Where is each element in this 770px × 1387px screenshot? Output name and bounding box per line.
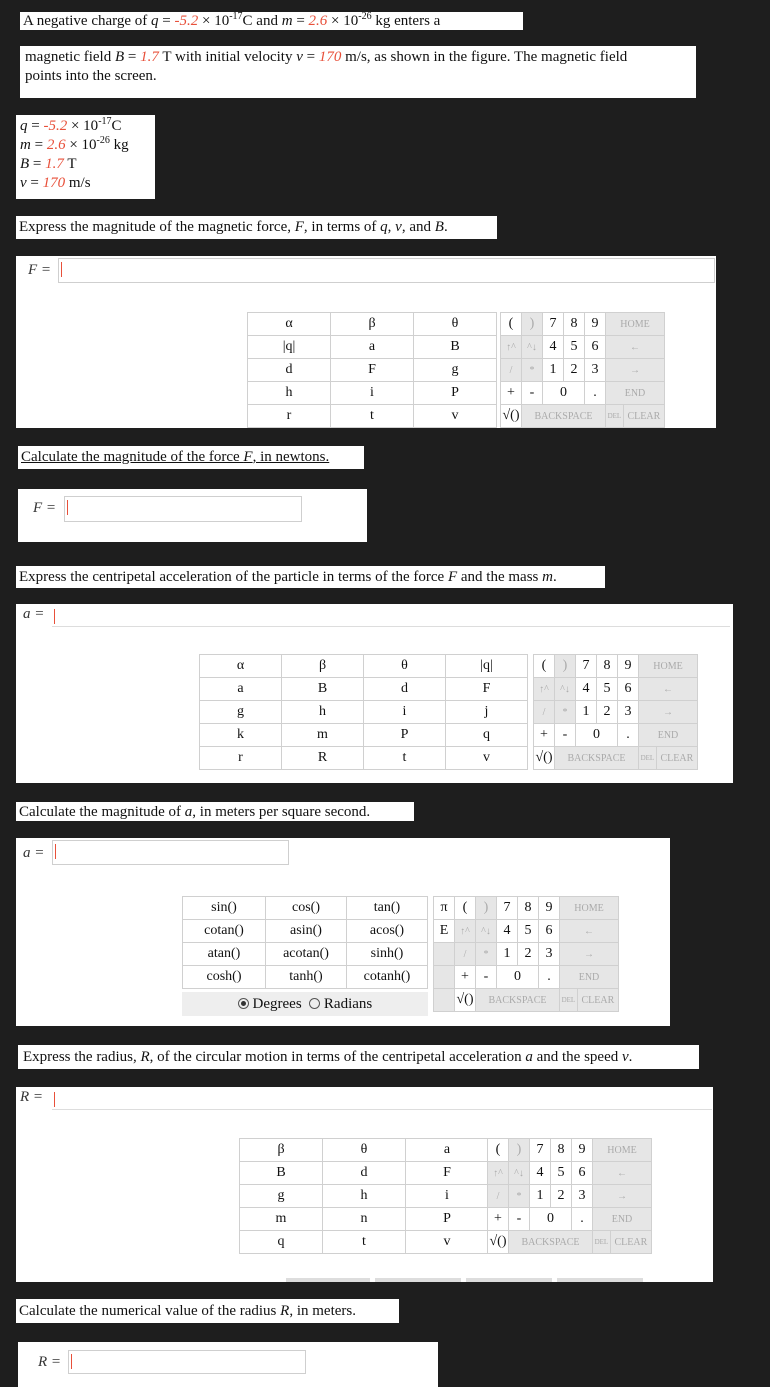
key-open-paren[interactable]: ( [488,1139,509,1162]
key-var[interactable]: t [364,747,446,770]
key-1[interactable]: 1 [530,1185,551,1208]
key-cotan[interactable]: cotan() [183,920,266,943]
key-cos[interactable]: cos() [266,897,347,920]
key-0[interactable]: 0 [543,382,585,405]
hidden-tab[interactable] [557,1278,643,1282]
caret [61,262,62,277]
key-multiply[interactable]: * [509,1185,530,1208]
key-var[interactable]: i [364,701,446,724]
key-up[interactable]: ↑^ [501,336,522,359]
part4-input[interactable] [52,840,289,865]
key-var[interactable]: g [240,1185,323,1208]
key-2[interactable]: 2 [551,1185,572,1208]
key-right[interactable]: → [560,943,619,966]
part4-number-keypad [433,896,619,1012]
part5-label: R = [20,1089,44,1105]
key-var[interactable]: t [331,405,414,428]
key-var[interactable]: |q| [446,655,528,678]
part3-variable-keypad [199,654,528,770]
key-home[interactable]: HOME [593,1139,652,1162]
key-0[interactable]: 0 [497,966,539,989]
key-plus[interactable]: + [534,724,555,747]
key-open-paren[interactable]: ( [534,655,555,678]
part5-variable-keypad [239,1138,489,1254]
key-right[interactable]: → [606,359,665,382]
key-var[interactable]: i [406,1185,489,1208]
part2-prompt: Calculate the magnitude of the force F, in newtons. [18,446,364,469]
key-9[interactable]: 9 [572,1139,593,1162]
key-close-paren[interactable]: ) [522,313,543,336]
degrees-label: Degrees [252,996,302,1012]
caret [54,1092,55,1107]
part5-number-keypad [487,1138,652,1254]
key-plus[interactable]: + [501,382,522,405]
key-minus[interactable]: - [522,382,543,405]
hidden-tab[interactable] [286,1278,370,1282]
part3-input[interactable] [52,606,730,627]
key-var[interactable]: θ [323,1139,406,1162]
key-end[interactable]: END [560,966,619,989]
part1-input[interactable] [58,258,715,283]
degrees-radio[interactable] [238,998,249,1009]
key-var[interactable]: m [282,724,364,747]
part5-input[interactable] [52,1089,712,1110]
key-divide[interactable]: / [501,359,522,382]
part6-label: R = [38,1354,62,1370]
key-6[interactable]: 6 [585,336,606,359]
key-plus[interactable]: + [488,1208,509,1231]
key-left[interactable]: ← [560,920,619,943]
key-var[interactable]: F [446,678,528,701]
part2-input[interactable] [64,496,302,522]
key-end[interactable]: END [639,724,698,747]
key-sqrt[interactable]: √() [455,989,476,1012]
key-var[interactable]: |q| [248,336,331,359]
key-var[interactable]: k [200,724,282,747]
part6-panel [18,1342,438,1387]
key-3[interactable]: 3 [585,359,606,382]
givens-box: $q = -5.2 \times 10^{-17}C$ $m = 2.6 \times 10^{-26}$ kg B = 1.7 T v = 170 m/s [16,115,155,199]
key-6[interactable]: 6 [539,920,560,943]
hidden-tab[interactable] [375,1278,461,1282]
key-9[interactable]: 9 [585,313,606,336]
key-var[interactable]: h [323,1185,406,1208]
key-0[interactable]: 0 [530,1208,572,1231]
key-var[interactable]: F [331,359,414,382]
key-var[interactable]: v [406,1231,489,1254]
part1-label: F = [28,262,52,278]
key-multiply[interactable]: * [555,701,576,724]
key-open-paren[interactable]: ( [501,313,522,336]
key-4[interactable]: 4 [497,920,518,943]
key-5[interactable]: 5 [518,920,539,943]
key-var[interactable]: α [200,655,282,678]
part4-prompt: Calculate the magnitude of a, in meters per square second. [16,802,414,821]
key-minus[interactable]: - [476,966,497,989]
key-divide[interactable]: / [534,701,555,724]
key-down[interactable]: ^↓ [522,336,543,359]
key-7[interactable]: 7 [543,313,564,336]
key-var[interactable]: q [446,724,528,747]
key-var[interactable]: a [200,678,282,701]
key-6[interactable]: 6 [618,678,639,701]
key-var[interactable]: h [282,701,364,724]
key-2[interactable]: 2 [597,701,618,724]
key-dot[interactable]: . [585,382,606,405]
key-3[interactable]: 3 [572,1185,593,1208]
key-pi[interactable]: π [434,897,455,920]
intro-paragraph: magnetic field B = 1.7 T with initial velocity v = 170 m/s, as shown in the figure. The magnetic field points into the screen. [20,46,696,98]
key-end[interactable]: END [593,1208,652,1231]
key-clear[interactable]: CLEAR [623,405,664,428]
key-var[interactable]: t [323,1231,406,1254]
key-minus[interactable]: - [509,1208,530,1231]
key-open-paren[interactable]: ( [455,897,476,920]
key-backspace[interactable]: BACKSPACE [509,1231,593,1254]
key-left[interactable]: ← [593,1162,652,1185]
key-var[interactable]: θ [414,313,497,336]
part1-prompt: Express the magnitude of the magnetic force, F, in terms of q, v, and B. [16,216,497,239]
key-var[interactable]: n [323,1208,406,1231]
key-var[interactable]: B [282,678,364,701]
key-sqrt[interactable]: √() [534,747,555,770]
key-var[interactable]: B [240,1162,323,1185]
radians-radio[interactable] [309,998,320,1009]
caret [54,609,55,624]
key-clear[interactable]: CLEAR [610,1231,651,1254]
key-var[interactable]: i [331,382,414,405]
key-var[interactable]: a [331,336,414,359]
key-4[interactable]: 4 [543,336,564,359]
key-clear[interactable]: CLEAR [577,989,618,1012]
key-var[interactable]: θ [364,655,446,678]
key-del[interactable]: DEL [560,989,578,1012]
caret [67,500,68,515]
key-2[interactable]: 2 [564,359,585,382]
key-var[interactable]: q [240,1231,323,1254]
radians-label: Radians [323,996,373,1012]
part3-number-keypad [533,654,698,770]
key-home[interactable]: HOME [639,655,698,678]
key-var[interactable]: m [240,1208,323,1231]
key-acotan[interactable]: acotan() [266,943,347,966]
key-sin[interactable]: sin() [183,897,266,920]
key-5[interactable]: 5 [551,1162,572,1185]
key-multiply[interactable]: * [476,943,497,966]
key-backspace[interactable]: BACKSPACE [522,405,606,428]
key-right[interactable]: → [639,701,698,724]
key-close-paren[interactable]: ) [509,1139,530,1162]
key-up[interactable]: ↑^ [455,920,476,943]
key-8[interactable]: 8 [551,1139,572,1162]
key-left[interactable]: ← [639,678,698,701]
key-1[interactable]: 1 [576,701,597,724]
key-var[interactable]: g [200,701,282,724]
key-var[interactable]: α [248,313,331,336]
key-var[interactable]: β [240,1139,323,1162]
key-sqrt[interactable]: √() [501,405,522,428]
key-up[interactable]: ↑^ [488,1162,509,1185]
key-sinh[interactable]: sinh() [347,943,428,966]
angle-mode [182,992,428,1016]
key-asin[interactable]: asin() [266,920,347,943]
key-7[interactable]: 7 [576,655,597,678]
key-backspace[interactable]: BACKSPACE [555,747,639,770]
key-8[interactable]: 8 [518,897,539,920]
key-var[interactable]: P [364,724,446,747]
key-cosh[interactable]: cosh() [183,966,266,989]
key-var[interactable]: h [248,382,331,405]
key-5[interactable]: 5 [597,678,618,701]
key-close-paren[interactable]: ) [555,655,576,678]
key-right[interactable]: → [593,1185,652,1208]
key-tanh[interactable]: tanh() [266,966,347,989]
key-home[interactable]: HOME [560,897,619,920]
key-e[interactable]: E [434,920,455,943]
part6-prompt: Calculate the numerical value of the radius R, in meters. [16,1299,399,1323]
part1-number-keypad [500,312,665,428]
key-home[interactable]: HOME [606,313,665,336]
key-del[interactable]: DEL [606,405,624,428]
key-var[interactable]: a [406,1139,489,1162]
key-close-paren[interactable]: ) [476,897,497,920]
key-var[interactable]: β [282,655,364,678]
key-2[interactable]: 2 [518,943,539,966]
key-minus[interactable]: - [555,724,576,747]
key-var[interactable]: R [282,747,364,770]
key-0[interactable]: 0 [576,724,618,747]
hidden-tab[interactable] [466,1278,552,1282]
key-var[interactable]: j [446,701,528,724]
key-4[interactable]: 4 [576,678,597,701]
key-acos[interactable]: acos() [347,920,428,943]
key-6[interactable]: 6 [572,1162,593,1185]
caret [55,844,56,859]
key-down[interactable]: ^↓ [555,678,576,701]
key-blank [434,943,455,966]
key-var[interactable]: v [446,747,528,770]
key-plus[interactable]: + [455,966,476,989]
intro-line1: A negative charge of $q = -5.2 \times 10^{-17}C$ and $m = 2.6 \times 10^{-26}$ kg enters a [20,12,523,30]
key-atan[interactable]: atan() [183,943,266,966]
key-backspace[interactable]: BACKSPACE [476,989,560,1012]
key-var[interactable]: B [414,336,497,359]
key-9[interactable]: 9 [539,897,560,920]
part5-prompt: Express the radius, R, of the circular motion in terms of the centripetal acceleration a and the speed v. [18,1045,699,1069]
key-var[interactable]: g [414,359,497,382]
key-var[interactable]: r [200,747,282,770]
key-del[interactable]: DEL [639,747,657,770]
key-3[interactable]: 3 [539,943,560,966]
part1-variable-keypad [247,312,497,428]
key-9[interactable]: 9 [618,655,639,678]
part2-panel [18,489,367,542]
key-end[interactable]: END [606,382,665,405]
key-divide[interactable]: / [488,1185,509,1208]
key-7[interactable]: 7 [530,1139,551,1162]
key-1[interactable]: 1 [497,943,518,966]
key-var[interactable]: β [331,313,414,336]
key-up[interactable]: ↑^ [534,678,555,701]
key-3[interactable]: 3 [618,701,639,724]
key-tan[interactable]: tan() [347,897,428,920]
key-5[interactable]: 5 [564,336,585,359]
key-divide[interactable]: / [455,943,476,966]
key-7[interactable]: 7 [497,897,518,920]
key-sqrt[interactable]: √() [488,1231,509,1254]
key-var[interactable]: d [248,359,331,382]
key-1[interactable]: 1 [543,359,564,382]
key-del[interactable]: DEL [593,1231,611,1254]
part2-label: F = [33,500,57,516]
key-var[interactable]: v [414,405,497,428]
key-clear[interactable]: CLEAR [656,747,697,770]
key-blank [434,989,455,1012]
key-var[interactable]: P [406,1208,489,1231]
key-var[interactable]: d [323,1162,406,1185]
caret [71,1354,72,1369]
key-blank [434,966,455,989]
key-dot[interactable]: . [618,724,639,747]
key-4[interactable]: 4 [530,1162,551,1185]
key-dot[interactable]: . [572,1208,593,1231]
key-multiply[interactable]: * [522,359,543,382]
key-var[interactable]: P [414,382,497,405]
key-down[interactable]: ^↓ [476,920,497,943]
key-down[interactable]: ^↓ [509,1162,530,1185]
key-var[interactable]: d [364,678,446,701]
key-var[interactable]: r [248,405,331,428]
key-cotanh[interactable]: cotanh() [347,966,428,989]
key-dot[interactable]: . [539,966,560,989]
key-8[interactable]: 8 [597,655,618,678]
key-8[interactable]: 8 [564,313,585,336]
part3-prompt: Express the centripetal acceleration of the particle in terms of the force F and the mass m. [16,566,605,588]
part3-label: a = [23,606,45,622]
key-var[interactable]: F [406,1162,489,1185]
part6-input[interactable] [68,1350,306,1374]
key-left[interactable]: ← [606,336,665,359]
part4-label: a = [23,845,45,861]
trig-keypad [182,896,428,989]
